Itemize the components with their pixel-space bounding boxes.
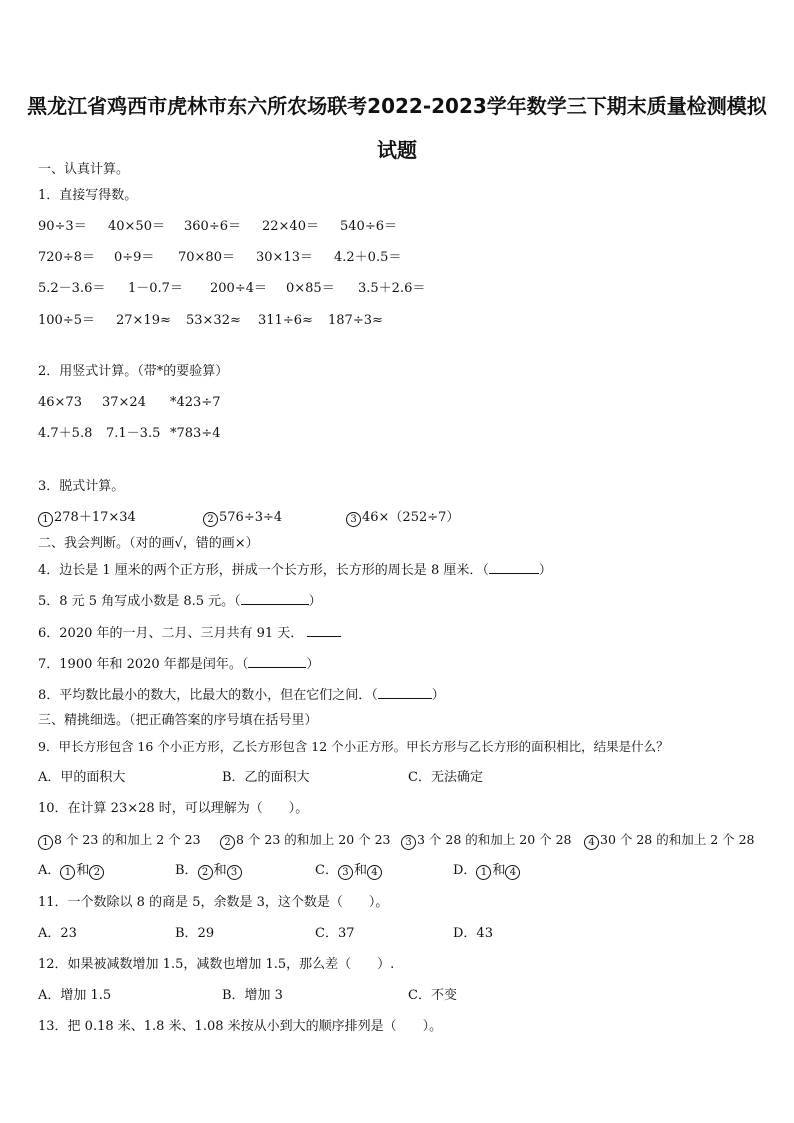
- option-conj: 和: [213, 863, 227, 878]
- circled-number: 2: [89, 865, 104, 880]
- q10-choice: [220, 831, 401, 850]
- q1-item: 70×80＝: [178, 250, 235, 265]
- answer-blank[interactable]: [241, 592, 309, 605]
- q2-item: 7.1－3.5: [106, 426, 161, 441]
- section-3-heading: 三、精挑细选。（把正确答案的序号填在括号里）: [38, 713, 318, 728]
- circled-number: 2: [198, 865, 213, 880]
- q12-option-b[interactable]: B．增加 3: [222, 988, 283, 1003]
- q1-row-3: [38, 280, 438, 298]
- q1-item: 90÷3＝: [38, 219, 87, 234]
- q9-option-b[interactable]: B．乙的面积大: [222, 770, 310, 785]
- answer-blank[interactable]: [378, 686, 432, 699]
- q1-item: 187÷3≈: [328, 313, 383, 328]
- q1-item: 720÷8＝: [38, 250, 95, 265]
- q11-option-a[interactable]: A．23: [38, 926, 77, 941]
- q1-item: 540÷6＝: [340, 219, 397, 234]
- q10-options: [38, 862, 553, 880]
- q1-item: 100÷5＝: [38, 313, 95, 328]
- q2-row-1: [38, 394, 240, 412]
- q12-option-a[interactable]: A．增加 1.5: [38, 988, 112, 1003]
- q12-option-c[interactable]: C．不变: [408, 988, 457, 1003]
- q9-text: 9．甲长方形包含 16 个小正方形，乙长方形包含 12 个小正方形。甲长方形与乙长方形的面积相比，结果是什么？: [38, 739, 669, 754]
- q4-text: 4．边长是 1 厘米的两个正方形，拼成一个长方形，长方形的周长是 8 厘米．（: [38, 563, 489, 578]
- q1-row-4: [38, 312, 398, 330]
- q3-label: 3．脱式计算。: [38, 479, 125, 494]
- q10-text: 10．在计算 23×28 时，可以理解为（ ）。: [38, 801, 309, 816]
- q8-text: 8．平均数比最小的数大，比最大的数小，但在它们之间．（: [38, 688, 378, 703]
- q5-close: ）: [308, 594, 322, 609]
- q13-text: 13．把 0.18 米、1.8 米、1.08 米按从小到大的顺序排列是（ ）。: [38, 1019, 443, 1034]
- q9-options: [38, 769, 508, 787]
- circled-number: 3: [401, 835, 416, 850]
- q1-item: 22×40＝: [262, 219, 319, 234]
- q12-text: 12．如果被减数增加 1.5，减数也增加 1.5，那么差（ ）.: [38, 957, 395, 972]
- q1-item: 200÷4＝: [210, 281, 267, 296]
- q1-row-1: [38, 218, 420, 236]
- q2-item: 46×73: [38, 395, 82, 410]
- q10-option-b[interactable]: [175, 862, 315, 880]
- circled-number: 2: [220, 835, 235, 850]
- q10-choice: [584, 831, 754, 850]
- q10-choice-text: 3 个 28 的和加上 20 个 28: [417, 832, 572, 847]
- circled-number: 1: [60, 865, 75, 880]
- option-letter: D．: [453, 863, 477, 878]
- circled-number: 1: [38, 512, 53, 527]
- option-letter: C．: [315, 863, 338, 878]
- section-2-heading: 二、我会判断。（对的画√，错的画×）: [38, 536, 259, 551]
- q7: [38, 655, 319, 674]
- q1-item: 0÷9＝: [114, 250, 155, 265]
- q3-expr: 576÷3÷4: [219, 510, 283, 525]
- q6-text: 6．2020 年的一月、二月、三月共有 91 天．: [38, 626, 304, 641]
- q11-option-c[interactable]: C．37: [315, 926, 355, 941]
- q10-choice-text: 8 个 23 的和加上 20 个 23: [236, 832, 391, 847]
- q10-choice-text: 8 个 23 的和加上 2 个 23: [54, 832, 201, 847]
- q2-item: 37×24: [102, 395, 146, 410]
- q1-label: 1．直接写得数。: [38, 188, 138, 203]
- answer-blank[interactable]: [489, 561, 539, 574]
- circled-number: 3: [338, 865, 353, 880]
- q3-item: [38, 509, 203, 527]
- q1-item: 30×13＝: [256, 250, 313, 265]
- q11-option-b[interactable]: B．29: [175, 926, 215, 941]
- q11-option-d[interactable]: D．43: [453, 926, 493, 941]
- circled-number: 4: [584, 835, 599, 850]
- q3-expr: 278＋17×34: [54, 510, 136, 525]
- q1-item: 311÷6≈: [258, 313, 313, 328]
- q2-item: *423÷7: [170, 395, 221, 410]
- q4: [38, 561, 552, 580]
- page-title: 黑龙江省鸡西市虎林市东六所农场联考2022-2023学年数学三下期末质量检测模拟试题: [27, 94, 767, 162]
- q11-text: 11．一个数除以 8 的商是 5，余数是 3，这个数是（ ）。: [38, 895, 389, 910]
- q11-options: [38, 925, 513, 943]
- q1-item: 3.5＋2.6＝: [358, 281, 426, 296]
- circled-number: 1: [38, 835, 53, 850]
- q10-option-c[interactable]: [315, 862, 453, 880]
- q1-item: 40×50＝: [108, 219, 165, 234]
- option-letter: B．: [175, 863, 198, 878]
- q5-text: 5．8 元 5 角写成小数是 8.5 元。（: [38, 594, 241, 609]
- q4-close: ）: [538, 563, 552, 578]
- q10-choice: [401, 831, 584, 850]
- q5: [38, 592, 322, 611]
- q7-text: 7．1900 年和 2020 年都是闰年。（: [38, 657, 249, 672]
- q8-close: ）: [431, 688, 445, 703]
- q10-choice: [38, 831, 220, 850]
- q1-item: 0×85＝: [286, 281, 335, 296]
- q9-option-c[interactable]: C．无法确定: [408, 770, 483, 785]
- circled-number: 3: [346, 512, 361, 527]
- q1-item: 5.2－3.6＝: [38, 281, 106, 296]
- q2-item: 4.7＋5.8: [38, 426, 93, 441]
- option-conj: 和: [76, 863, 90, 878]
- q1-row-2: [38, 249, 424, 267]
- q1-item: 1－0.7＝: [128, 281, 183, 296]
- q10-option-d[interactable]: [453, 862, 553, 880]
- q2-item: *783÷4: [170, 426, 221, 441]
- q10-choices: [38, 831, 754, 850]
- option-conj: 和: [353, 863, 367, 878]
- option-conj: 和: [492, 863, 506, 878]
- q10-option-a[interactable]: [38, 862, 175, 880]
- q2-row-2: [38, 425, 240, 443]
- circled-number: 4: [367, 865, 382, 880]
- q3-row: [38, 509, 466, 527]
- q7-close: ）: [306, 657, 320, 672]
- q10-choice-text: 30 个 28 的和加上 2 个 28: [600, 832, 755, 847]
- q2-label: 2．用竖式计算。（带*的要验算）: [38, 364, 229, 379]
- q3-item: [346, 509, 466, 527]
- circled-number: 2: [203, 512, 218, 527]
- q8: [38, 686, 445, 705]
- q9-option-a[interactable]: A．甲的面积大: [38, 770, 126, 785]
- answer-blank[interactable]: [307, 624, 341, 637]
- q1-item: 53×32≈: [186, 313, 241, 328]
- section-1-heading: 一、认真计算。: [38, 162, 130, 177]
- circled-number: 3: [227, 865, 242, 880]
- q6: [38, 624, 341, 643]
- q1-item: 360÷6＝: [184, 219, 241, 234]
- q1-item: 4.2＋0.5＝: [334, 250, 402, 265]
- circled-number: 4: [505, 865, 520, 880]
- circled-number: 1: [476, 865, 491, 880]
- option-letter: A．: [38, 863, 61, 878]
- q1-item: 27×19≈: [116, 313, 171, 328]
- q3-expr: 46×（252÷7）: [362, 510, 460, 525]
- q3-item: [203, 509, 346, 527]
- q12-options: [38, 987, 468, 1005]
- answer-blank[interactable]: [248, 655, 306, 668]
